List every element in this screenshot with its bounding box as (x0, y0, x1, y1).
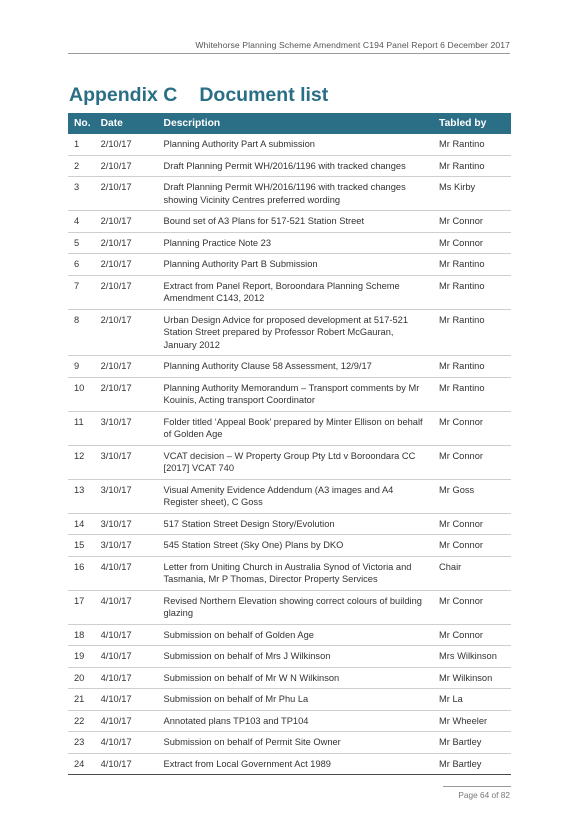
cell-date: 4/10/17 (95, 556, 158, 590)
table-body (68, 134, 511, 775)
cell-tabled-by: Mr Bartley (433, 753, 511, 775)
cell-date: 4/10/17 (95, 732, 158, 754)
cell-tabled-by: Mr Connor (433, 411, 511, 445)
cell-number: 19 (68, 646, 95, 668)
cell-number: 8 (68, 309, 95, 356)
cell-date: 4/10/17 (95, 590, 158, 624)
cell-tabled-by: Mr Connor (433, 211, 511, 233)
cell-description: Letter from Uniting Church in Australia Synod of Victoria and Tasmania, Mr P Thomas, Director Property Services (158, 556, 434, 590)
table-row (68, 411, 511, 445)
cell-number: 12 (68, 445, 95, 479)
cell-description: Submission on behalf of Mr Phu La (158, 689, 434, 711)
cell-tabled-by: Mr Connor (433, 445, 511, 479)
cell-description: Visual Amenity Evidence Addendum (A3 images and A4 Register sheet), C Goss (158, 479, 434, 513)
table-row (68, 309, 511, 356)
table-row (68, 134, 511, 155)
cell-number: 24 (68, 753, 95, 775)
table-row (68, 479, 511, 513)
cell-tabled-by: Mr Goss (433, 479, 511, 513)
table-row (68, 590, 511, 624)
cell-date: 4/10/17 (95, 667, 158, 689)
cell-date: 4/10/17 (95, 689, 158, 711)
cell-description: Revised Northern Elevation showing correct colours of building glazing (158, 590, 434, 624)
table-row (68, 689, 511, 711)
cell-date: 4/10/17 (95, 646, 158, 668)
cell-tabled-by: Mr La (433, 689, 511, 711)
cell-tabled-by: Mr Wilkinson (433, 667, 511, 689)
cell-number: 17 (68, 590, 95, 624)
cell-tabled-by: Mr Connor (433, 624, 511, 646)
cell-description: Submission on behalf of Mr W N Wilkinson (158, 667, 434, 689)
document-list-table (68, 113, 511, 775)
cell-date: 3/10/17 (95, 411, 158, 445)
appendix-heading: Document list (199, 84, 329, 106)
cell-date: 3/10/17 (95, 535, 158, 557)
cell-number: 13 (68, 479, 95, 513)
cell-number: 10 (68, 377, 95, 411)
cell-date: 3/10/17 (95, 513, 158, 535)
cell-number: 4 (68, 211, 95, 233)
cell-number: 11 (68, 411, 95, 445)
table-row (68, 445, 511, 479)
cell-number: 9 (68, 356, 95, 378)
table-row (68, 646, 511, 668)
table-row (68, 211, 511, 233)
cell-date: 2/10/17 (95, 309, 158, 356)
cell-number: 23 (68, 732, 95, 754)
cell-description: Submission on behalf of Golden Age (158, 624, 434, 646)
cell-date: 2/10/17 (95, 155, 158, 177)
cell-date: 3/10/17 (95, 479, 158, 513)
cell-tabled-by: Ms Kirby (433, 177, 511, 211)
cell-tabled-by: Mrs Wilkinson (433, 646, 511, 668)
table-row (68, 155, 511, 177)
column-header-tabled-by: Tabled by (433, 113, 511, 134)
footer-divider (443, 786, 511, 787)
table-row (68, 535, 511, 557)
table-row (68, 624, 511, 646)
cell-tabled-by: Mr Rantino (433, 377, 511, 411)
cell-number: 2 (68, 155, 95, 177)
cell-number: 6 (68, 254, 95, 276)
cell-tabled-by: Mr Rantino (433, 275, 511, 309)
cell-number: 16 (68, 556, 95, 590)
cell-description: Draft Planning Permit WH/2016/1196 with tracked changes showing Vicinity Centres preferred wording (158, 177, 434, 211)
table-row (68, 667, 511, 689)
column-header-no: No. (68, 113, 95, 134)
cell-number: 14 (68, 513, 95, 535)
cell-number: 22 (68, 710, 95, 732)
cell-tabled-by: Mr Rantino (433, 309, 511, 356)
cell-date: 4/10/17 (95, 624, 158, 646)
table-row (68, 732, 511, 754)
cell-description: Submission on behalf of Permit Site Owner (158, 732, 434, 754)
page-number: Page 64 of 82 (458, 790, 510, 800)
table-row (68, 377, 511, 411)
cell-number: 18 (68, 624, 95, 646)
table-row (68, 356, 511, 378)
cell-description: Bound set of A3 Plans for 517-521 Station Street (158, 211, 434, 233)
table-row (68, 753, 511, 775)
cell-tabled-by: Mr Rantino (433, 155, 511, 177)
cell-number: 20 (68, 667, 95, 689)
cell-date: 2/10/17 (95, 211, 158, 233)
appendix-title (69, 84, 328, 107)
cell-date: 2/10/17 (95, 177, 158, 211)
cell-description: Planning Authority Memorandum – Transport comments by Mr Kouinis, Acting transport Coordinator (158, 377, 434, 411)
cell-date: 4/10/17 (95, 753, 158, 775)
cell-date: 4/10/17 (95, 710, 158, 732)
cell-description: Planning Authority Clause 58 Assessment, 12/9/17 (158, 356, 434, 378)
appendix-label: Appendix C (69, 84, 178, 106)
cell-description: Planning Authority Part A submission (158, 134, 434, 155)
cell-tabled-by: Mr Bartley (433, 732, 511, 754)
cell-number: 3 (68, 177, 95, 211)
cell-description: VCAT decision – W Property Group Pty Ltd v Boroondara CC [2017] VCAT 740 (158, 445, 434, 479)
cell-date: 3/10/17 (95, 445, 158, 479)
cell-description: Folder titled ‘Appeal Book’ prepared by Minter Ellison on behalf of Golden Age (158, 411, 434, 445)
cell-description: Urban Design Advice for proposed development at 517-521 Station Street prepared by Professor Robert McGauran, January 2012 (158, 309, 434, 356)
cell-description: Planning Practice Note 23 (158, 232, 434, 254)
cell-date: 2/10/17 (95, 356, 158, 378)
cell-date: 2/10/17 (95, 254, 158, 276)
cell-description: Extract from Panel Report, Boroondara Planning Scheme Amendment C143, 2012 (158, 275, 434, 309)
column-header-description: Description (158, 113, 434, 134)
cell-tabled-by: Chair (433, 556, 511, 590)
column-header-date: Date (95, 113, 158, 134)
table-row (68, 177, 511, 211)
cell-description: 517 Station Street Design Story/Evolution (158, 513, 434, 535)
running-header: Whitehorse Planning Scheme Amendment C194 Panel Report 6 December 2017 (68, 40, 510, 54)
table-row (68, 710, 511, 732)
table-header-row (68, 113, 511, 134)
cell-tabled-by: Mr Rantino (433, 356, 511, 378)
cell-number: 5 (68, 232, 95, 254)
cell-tabled-by: Mr Connor (433, 535, 511, 557)
cell-date: 2/10/17 (95, 377, 158, 411)
cell-tabled-by: Mr Wheeler (433, 710, 511, 732)
cell-date: 2/10/17 (95, 232, 158, 254)
cell-tabled-by: Mr Connor (433, 590, 511, 624)
cell-description: Draft Planning Permit WH/2016/1196 with tracked changes (158, 155, 434, 177)
cell-description: Submission on behalf of Mrs J Wilkinson (158, 646, 434, 668)
cell-description: Annotated plans TP103 and TP104 (158, 710, 434, 732)
cell-number: 21 (68, 689, 95, 711)
table-row (68, 513, 511, 535)
cell-date: 2/10/17 (95, 134, 158, 155)
cell-description: Extract from Local Government Act 1989 (158, 753, 434, 775)
cell-number: 15 (68, 535, 95, 557)
cell-tabled-by: Mr Connor (433, 513, 511, 535)
cell-description: 545 Station Street (Sky One) Plans by DKO (158, 535, 434, 557)
cell-tabled-by: Mr Rantino (433, 254, 511, 276)
table-row (68, 232, 511, 254)
cell-tabled-by: Mr Rantino (433, 134, 511, 155)
cell-description: Planning Authority Part B Submission (158, 254, 434, 276)
table-row (68, 556, 511, 590)
table-row (68, 254, 511, 276)
cell-number: 7 (68, 275, 95, 309)
cell-number: 1 (68, 134, 95, 155)
cell-date: 2/10/17 (95, 275, 158, 309)
table-row (68, 275, 511, 309)
cell-tabled-by: Mr Connor (433, 232, 511, 254)
